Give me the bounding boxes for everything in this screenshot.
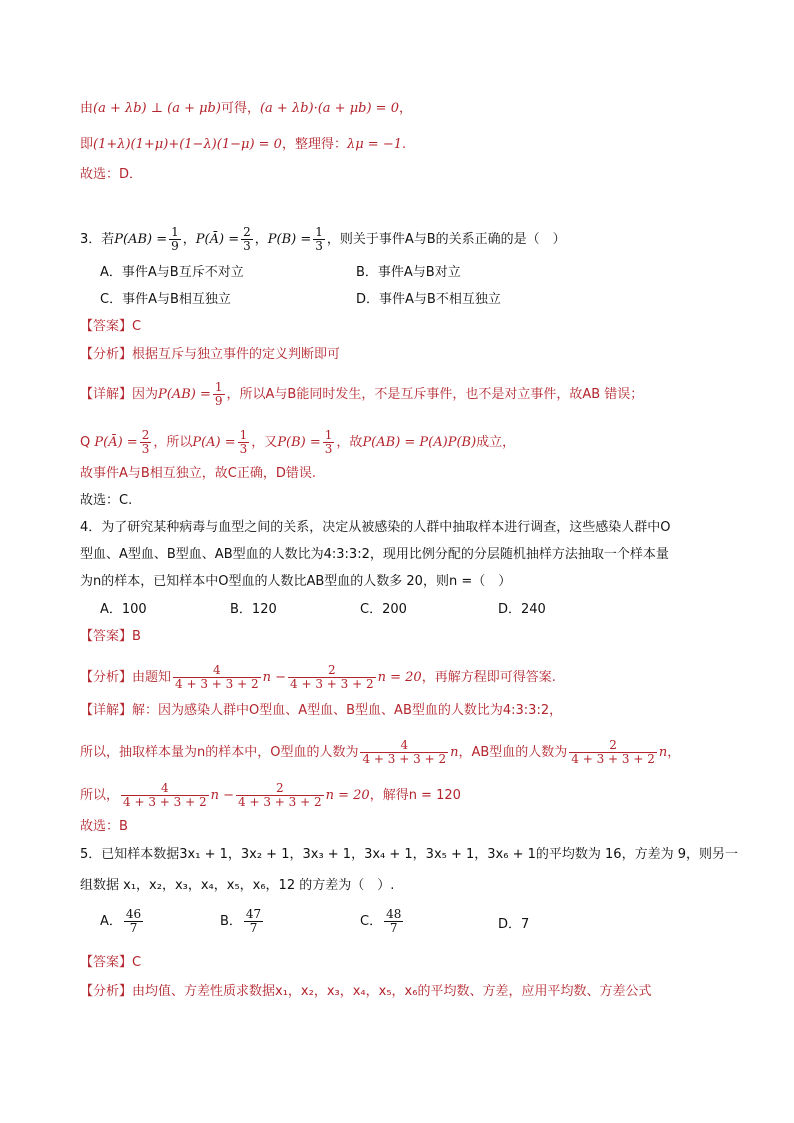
denominator: 3: [239, 442, 248, 456]
numerator: 2: [569, 739, 657, 753]
analysis-tag: 【分析】: [80, 347, 133, 362]
q4-stem-line2: 型血、A型血、B型血、AB型血的人数比为4:3:3:2，现用比例分配的分层随机抽样方法抽取一个样本量: [80, 547, 669, 562]
denominator: 3: [324, 442, 333, 456]
text: Q: [80, 435, 91, 450]
denominator: 4 + 3 + 3 + 2: [571, 752, 655, 766]
detail-tag: 【详解】: [80, 703, 133, 718]
denominator: 4 + 3 + 3 + 2: [175, 677, 259, 691]
q4-analysis: [80, 664, 556, 691]
analysis-text: 根据互斥与独立事件的定义判断即可: [132, 347, 341, 362]
numerator: 48: [386, 907, 402, 921]
fraction: [323, 429, 335, 456]
denominator: 9: [171, 239, 179, 253]
text: 所以，: [80, 788, 120, 803]
denominator: 7: [249, 921, 258, 935]
math-expr: P(B) =: [267, 232, 312, 247]
q5-option-d: D．7: [498, 917, 530, 932]
text: .: [401, 137, 407, 152]
math-expr: n: [450, 745, 459, 760]
q4-answer: [80, 628, 141, 646]
text: 成立，: [476, 435, 516, 450]
text: ，所以: [153, 435, 193, 450]
math-expr: (1+λ)(1+μ)+(1−λ)(1−μ) = 0: [93, 137, 282, 152]
q3-option-d: D．事件A与B不相互独立: [356, 292, 501, 307]
denominator: 7: [129, 921, 138, 935]
text: 由题知: [132, 670, 172, 685]
q5-option-b: [220, 908, 265, 935]
math-expr: n −: [262, 670, 287, 685]
text: ，再解方程即可得答案.: [421, 670, 556, 685]
q5-option-a: [100, 908, 145, 935]
q4-stem-line3: 为n的样本，已知样本中O型血的人数比AB型血的人数多 20，则n =（ ）: [80, 574, 512, 589]
numerator: 1: [324, 428, 333, 442]
analysis-tag: 【分析】: [80, 984, 133, 999]
text: ，: [398, 101, 412, 116]
q2-solution-line2: [80, 136, 406, 154]
text: 即: [80, 137, 94, 152]
fraction: [169, 226, 181, 253]
option-label: B．: [220, 914, 242, 929]
math-expr: P(A) =: [192, 435, 236, 450]
answer-tag: 【答案】: [80, 319, 133, 334]
fraction: [313, 226, 325, 253]
answer-value: C: [132, 955, 142, 970]
text: 由: [80, 101, 94, 116]
math-expr: P(AB) =: [158, 387, 211, 402]
text: 3．若: [80, 232, 115, 247]
numerator: 47: [245, 907, 262, 921]
math-expr: P(Ā) =: [94, 435, 138, 450]
q3-detail-line3: 故事件A与B相互独立，故C正确，D错误.: [80, 466, 317, 481]
denominator: 4 + 3 + 3 + 2: [123, 795, 207, 809]
q4-option-c: C．200: [360, 602, 407, 617]
numerator: 4: [173, 664, 261, 678]
denominator: 3: [315, 239, 323, 253]
q2-solution-line1: [80, 100, 412, 118]
q4-option-d: D．240: [498, 602, 546, 617]
fraction: [288, 664, 376, 691]
numerator: 1: [239, 428, 248, 442]
text: 因为: [132, 387, 159, 402]
math-expr: n −: [210, 788, 235, 803]
q3-option-c: C．事件A与B相互独立: [100, 292, 231, 307]
numerator: 1: [315, 225, 323, 239]
fraction: [241, 226, 253, 253]
text: ，解得n = 120: [369, 788, 461, 803]
q3-detail-line2: [80, 429, 515, 456]
option-label: C．: [360, 914, 383, 929]
text: ，故: [336, 435, 363, 450]
q3-option-b: B．事件A与B对立: [356, 265, 461, 280]
answer-value: B: [132, 629, 141, 644]
q3-option-a: A．事件A与B互斥不对立: [100, 265, 244, 280]
q4-detail-line2: [80, 739, 680, 766]
numerator: 2: [236, 782, 324, 796]
text: ，又: [251, 435, 278, 450]
math-expr: P(AB) =: [114, 232, 168, 247]
q2-choose: 故选：D．: [80, 167, 143, 182]
fraction: [121, 782, 209, 809]
text: ，: [254, 232, 268, 247]
text: ，: [182, 232, 196, 247]
numerator: 1: [171, 225, 179, 239]
numerator: 46: [125, 907, 142, 921]
text: 可得，: [220, 101, 260, 116]
math-expr: (a + λb) ⊥ (a + μb): [93, 101, 221, 116]
math-expr: λμ = −1: [346, 137, 402, 152]
q5-stem-line2: 组数据 x₁，x₂，x₃，x₄，x₅，x₆，12 的方差为（ ）.: [80, 878, 395, 893]
text: ，所以A与B能同时发生，不是互斥事件，也不是对立事件，故AB 错误；: [226, 387, 644, 402]
text: ，整理得：: [281, 137, 347, 152]
q4-stem-line1: 4．为了研究某种病毒与血型之间的关系，决定从被感染的人群中抽取样本进行调查，这些感染人群中O: [80, 520, 671, 535]
denominator: 4 + 3 + 3 + 2: [362, 752, 447, 766]
numerator: 2: [141, 428, 150, 442]
fraction: [384, 908, 403, 935]
q4-detail-line1: [80, 702, 562, 720]
math-expr: n: [658, 745, 668, 760]
analysis-tag: 【分析】: [80, 670, 133, 685]
text: ，AB型血的人数为: [458, 745, 568, 760]
q5-option-c: [360, 908, 405, 935]
detail-tag: 【详解】: [80, 387, 133, 402]
denominator: 9: [214, 394, 223, 408]
answer-value: C: [132, 319, 142, 334]
denominator: 7: [389, 921, 398, 935]
denominator: 3: [141, 442, 150, 456]
q5-stem-line1: 5．已知样本数据3x₁ + 1，3x₂ + 1，3x₃ + 1，3x₄ + 1，3x₅ + 1，3x₆ + 1的平均数为 16，方差为 9，则另一: [80, 847, 738, 862]
fraction: [173, 664, 261, 691]
q3-answer: [80, 318, 141, 336]
q4-option-b: B．120: [230, 602, 277, 617]
option-label: A．: [100, 914, 122, 929]
fraction: [236, 782, 324, 809]
numerator: 1: [214, 380, 223, 394]
text: ，: [667, 745, 681, 760]
fraction: [360, 739, 448, 766]
answer-tag: 【答案】: [80, 629, 133, 644]
q5-answer: [80, 954, 141, 972]
text: 所以，抽取样本量为n的样本中，O型血的人数为: [80, 745, 359, 760]
math-expr: n = 20: [325, 788, 370, 803]
numerator: 4: [360, 739, 448, 753]
numerator: 2: [243, 225, 251, 239]
fraction: [244, 908, 263, 935]
analysis-text: 由均值、方差性质求数据x₁，x₂，x₃，x₄，x₅，x₆的平均数、方差，应用平均数、方差公式: [132, 984, 652, 999]
text: ，则关于事件A与B的关系正确的是（ ）: [326, 232, 566, 247]
detail-text: 解：因为感染人群中O型血、A型血、B型血、AB型血的人数比为4:3:3:2，: [132, 703, 563, 718]
fraction: [569, 739, 657, 766]
q4-option-a: A．100: [100, 602, 147, 617]
q3-stem: [80, 226, 566, 253]
fraction: [213, 381, 225, 408]
q4-choose: 故选：B: [80, 819, 128, 834]
denominator: 3: [243, 239, 251, 253]
fraction: [140, 429, 152, 456]
denominator: 4 + 3 + 3 + 2: [238, 795, 322, 809]
math-expr: (a + λb)·(a + μb) = 0: [259, 101, 399, 116]
numerator: 4: [121, 782, 209, 796]
q3-detail-line1: [80, 381, 643, 408]
math-expr: P(B) =: [277, 435, 321, 450]
fraction: [238, 429, 250, 456]
denominator: 4 + 3 + 3 + 2: [290, 677, 374, 691]
q4-detail-line3: [80, 782, 461, 809]
math-expr: n = 20: [377, 670, 422, 685]
numerator: 2: [288, 664, 376, 678]
fraction: [124, 908, 143, 935]
answer-tag: 【答案】: [80, 955, 133, 970]
q3-analysis: [80, 346, 340, 364]
math-expr: P(Ā) =: [195, 232, 240, 247]
q3-choose: 故选：C.: [80, 493, 133, 508]
math-expr: P(AB) = P(A)P(B): [362, 435, 477, 450]
q5-analysis: [80, 983, 651, 1001]
